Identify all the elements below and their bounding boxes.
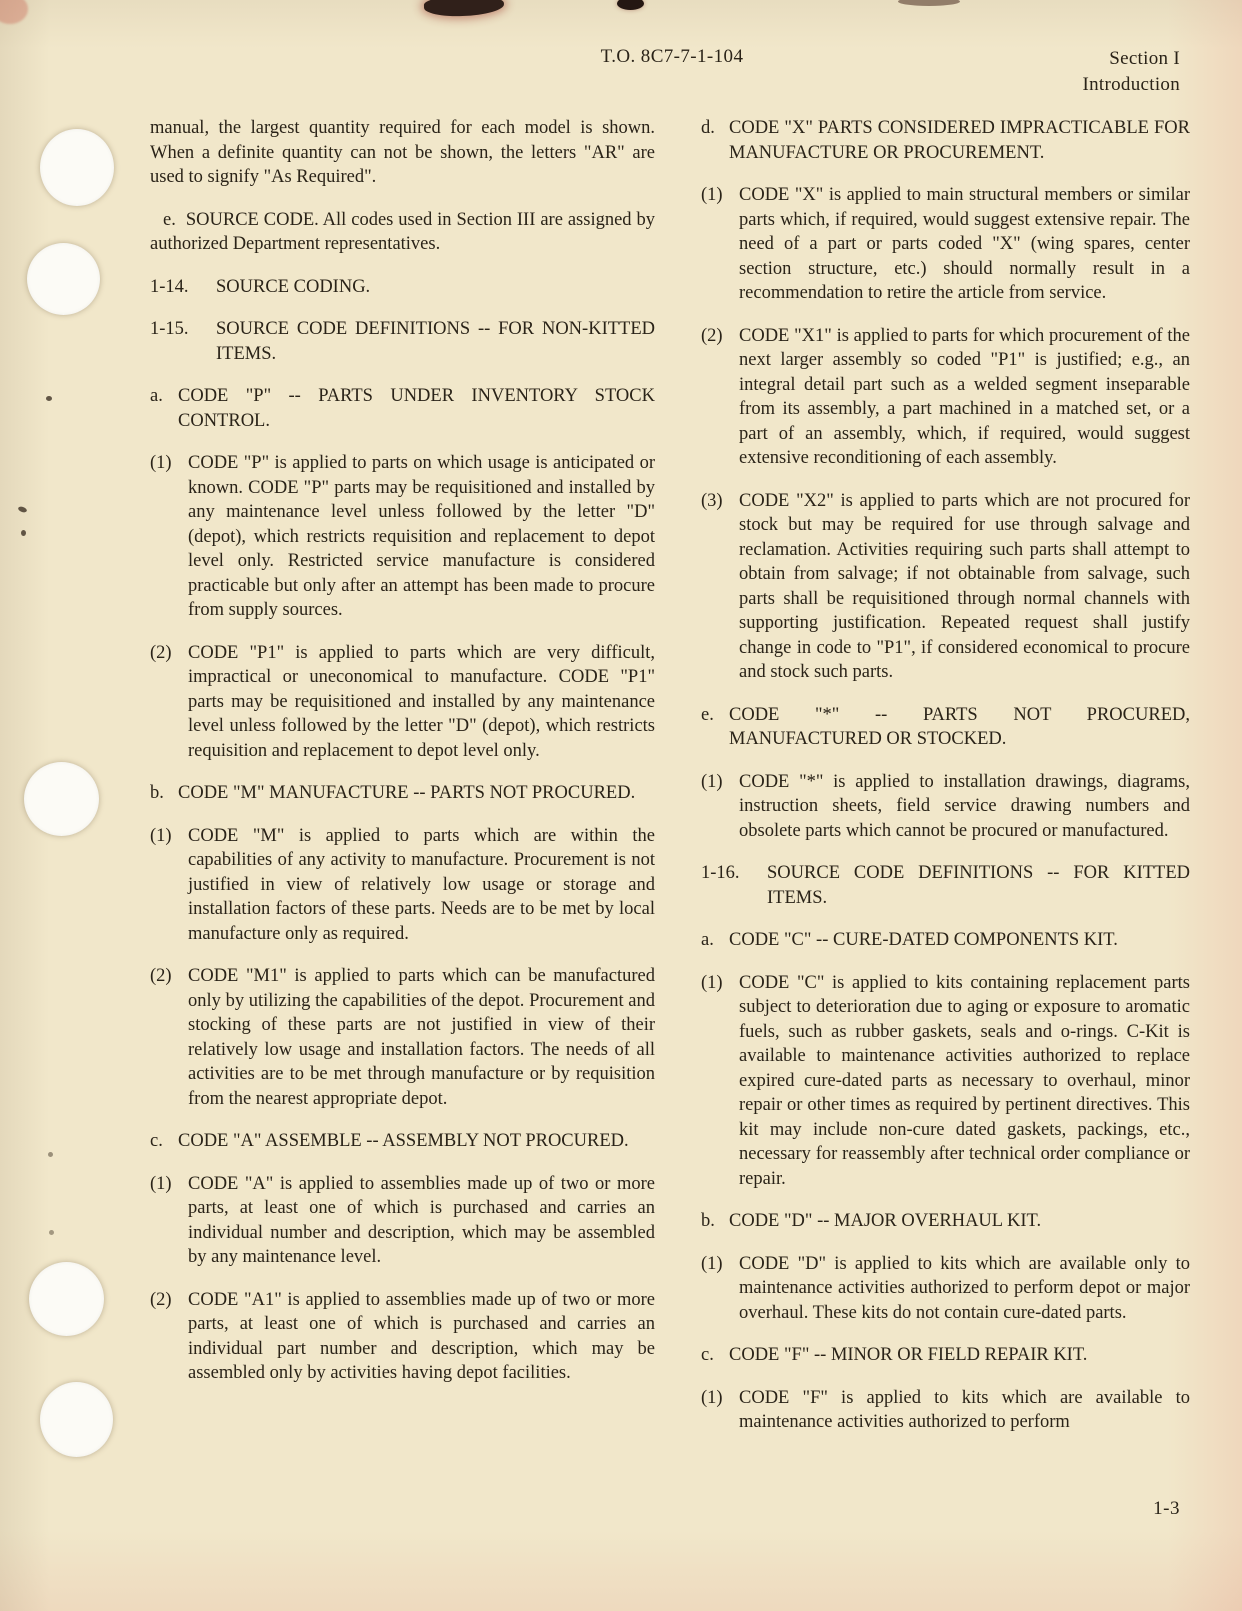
punch-hole xyxy=(29,1262,104,1336)
item-label: (1) xyxy=(701,1253,723,1274)
item-label: e. xyxy=(163,209,176,230)
paragraph: (1) CODE "F" is applied to kits which are available to maintenance activities authorized to perform xyxy=(701,1387,1190,1432)
item-label: 1-15. xyxy=(150,319,189,339)
two-column-body xyxy=(150,116,1190,1453)
section-heading: 1-15. SOURCE CODE DEFINITIONS -- FOR NON-KITTED ITEMS. xyxy=(150,319,655,364)
item-label: c. xyxy=(701,1345,714,1365)
punch-hole xyxy=(40,1382,113,1457)
item-label: (1) xyxy=(701,1387,723,1408)
section-title: Section I xyxy=(1109,48,1180,69)
item-label: (1) xyxy=(701,771,723,792)
item-label: a. xyxy=(150,386,163,406)
paragraph: (3) CODE "X2" is applied to parts which are not procured for stock but may be required for use through salvage and reclamation. Activities requiring such parts shall attempt to obtain from salvage; if not obtainable from salvage, such parts shall be requisitioned through normal channels with supporting justification. Repeated request shall justify change in code to "P1", if considered economical to procure and stock such parts. xyxy=(701,490,1190,682)
item-label: b. xyxy=(150,783,164,803)
scan-artifact xyxy=(0,0,28,24)
item-label: (1) xyxy=(150,825,172,846)
paragraph: (1) CODE "P" is applied to parts on which usage is anticipated or known. CODE "P" parts may be requisitioned and installed by any maintenance level unless followed by the letter "D" (depot), which restricts requisition and replacement to depot level only. Restricted service manufacture is considered practicable but only after an attempt has been made to procure from supply sources. xyxy=(150,453,655,620)
paragraph: (1) CODE "D" is applied to kits which are available only to maintenance activities authorized to perform depot or major overhaul. These kits do not contain cure-dated parts. xyxy=(701,1253,1190,1323)
section-heading: 1-16. SOURCE CODE DEFINITIONS -- FOR KITTED ITEMS. xyxy=(701,863,1190,908)
paragraph: a. CODE "C" -- CURE-DATED COMPONENTS KIT. xyxy=(701,928,1190,953)
punch-hole xyxy=(27,243,100,315)
paragraph: (2) CODE "A1" is applied to assemblies made up of two or more parts, at least one of which is purchased and carries an individual part number and description, which may be assembled only by activities having depot facilities. xyxy=(150,1289,655,1383)
item-label: (2) xyxy=(150,966,172,986)
paragraph: (2) CODE "X1" is applied to parts for which procurement of the next larger assembly so coded "P1" is justified; e.g., an integral detail part such as a welded segment inseparable from its assembly, a part machined in a matched set, or a part of an assembly, which, if required, would suggest extensive reconditioning of each assembly. xyxy=(701,325,1190,468)
item-label: (1) xyxy=(150,1173,172,1194)
paragraph: manual, the largest quantity required for each model is shown. When a definite quantity can not be shown, the letters "AR" are used to signify "As Required". xyxy=(150,118,655,187)
section-label xyxy=(1082,46,1180,98)
scan-artifact xyxy=(898,0,960,6)
item-label: a. xyxy=(701,930,714,950)
scan-speck xyxy=(48,1152,53,1157)
item-label: e. xyxy=(701,704,714,725)
punch-hole xyxy=(40,129,114,206)
paragraph: a. CODE "P" -- PARTS UNDER INVENTORY STOCK CONTROL. xyxy=(150,386,655,431)
paragraph: b. CODE "M" MANUFACTURE -- PARTS NOT PROCURED. xyxy=(150,781,655,806)
paragraph: (1) CODE "M" is applied to parts which are within the capabilities of any activity to manufacture. Procurement is not justified in view of relatively low usage or storage and installation factors of these parts. Needs are to be met by local manufacture only as required. xyxy=(150,825,655,944)
paragraph: c. CODE "A" ASSEMBLE -- ASSEMBLY NOT PROCURED. xyxy=(150,1129,655,1154)
paragraph: (1) CODE "X" is applied to main structural members or similar parts which, if required, would suggest extensive repair. The need of a part or parts coded "X" (wing spares, center section structure, etc.) should normally result in a recommendation to retire the article from service. xyxy=(701,185,1190,303)
scan-artifact xyxy=(617,0,644,10)
scan-speck xyxy=(49,1230,54,1235)
item-label: (2) xyxy=(150,642,172,663)
paragraph: b. CODE "D" -- MAJOR OVERHAUL KIT. xyxy=(701,1209,1190,1234)
paragraph: c. CODE "F" -- MINOR OR FIELD REPAIR KIT. xyxy=(701,1343,1190,1368)
paragraph: (1) CODE "*" is applied to installation drawings, diagrams, instruction sheets, field service drawing numbers and obsolete parts which cannot be procured or manufactured. xyxy=(701,771,1190,841)
section-heading: 1-14. SOURCE CODING. xyxy=(150,275,655,300)
item-label: (2) xyxy=(701,325,723,346)
paragraph: (1) CODE "C" is applied to kits containing replacement parts subject to deterioration due to aging or exposure to aromatic fuels, such as rubber gaskets, seals and o-rings. C-Kit is available to maintenance activities authorized to replace expired cure-dated parts as necessary to overhaul, minor repair or other times as required by pertinent directives. This kit may include non-cure dated gaskets, packings, etc., necessary for reassembly after technical order compliance or repair. xyxy=(701,972,1190,1189)
page-header xyxy=(0,46,1242,106)
left-column xyxy=(150,116,655,1453)
page-number: 1-3 xyxy=(1153,1498,1180,1519)
paragraph: e. CODE "*" -- PARTS NOT PROCURED, MANUFACTURED OR STOCKED. xyxy=(701,704,1190,749)
item-label: 1-14. xyxy=(150,276,189,297)
scan-speck xyxy=(17,506,27,514)
item-label: 1-16. xyxy=(701,863,740,883)
paragraph: (2) CODE "P1" is applied to parts which are very difficult, impractical or uneconomical to manufacture. CODE "P1" parts may be requisitioned and installed by any maintenance level unless followed by the letter "D" (depot), which restricts requisition and replacement to depot level only. xyxy=(150,642,655,761)
scan-artifact xyxy=(424,0,505,17)
item-label: (1) xyxy=(150,453,172,473)
paragraph: e. SOURCE CODE. All codes used in Section III are assigned by authorized Department representatives. xyxy=(150,209,655,254)
scan-speck xyxy=(21,530,26,536)
item-label: b. xyxy=(701,1211,715,1231)
item-label: d. xyxy=(701,118,715,138)
section-subtitle: Introduction xyxy=(1082,74,1180,95)
paragraph: d. CODE "X" PARTS CONSIDERED IMPRACTICABLE FOR MANUFACTURE OR PROCUREMENT. xyxy=(701,118,1190,163)
paragraph: (2) CODE "M1" is applied to parts which can be manufactured only by utilizing the capabilities of the depot. Procurement and stocking of these parts are not justified in view of their relatively low usage and installation factors. The needs of all activities are to be met through manufacture or by requisition from the nearest appropriate depot. xyxy=(150,966,655,1109)
scan-speck xyxy=(46,396,52,401)
item-label: c. xyxy=(150,1131,163,1151)
doc-number: T.O. 8C7-7-1-104 xyxy=(600,46,744,67)
right-column xyxy=(701,116,1190,1453)
item-label: (1) xyxy=(701,185,723,205)
item-label: (1) xyxy=(701,972,723,993)
item-label: (2) xyxy=(150,1289,172,1310)
item-label: (3) xyxy=(701,490,723,511)
punch-hole xyxy=(24,762,99,836)
paragraph: (1) CODE "A" is applied to assemblies made up of two or more parts, at least one of which is purchased and carries an individual number and description, which may be assembled by any maintenance level. xyxy=(150,1173,655,1267)
